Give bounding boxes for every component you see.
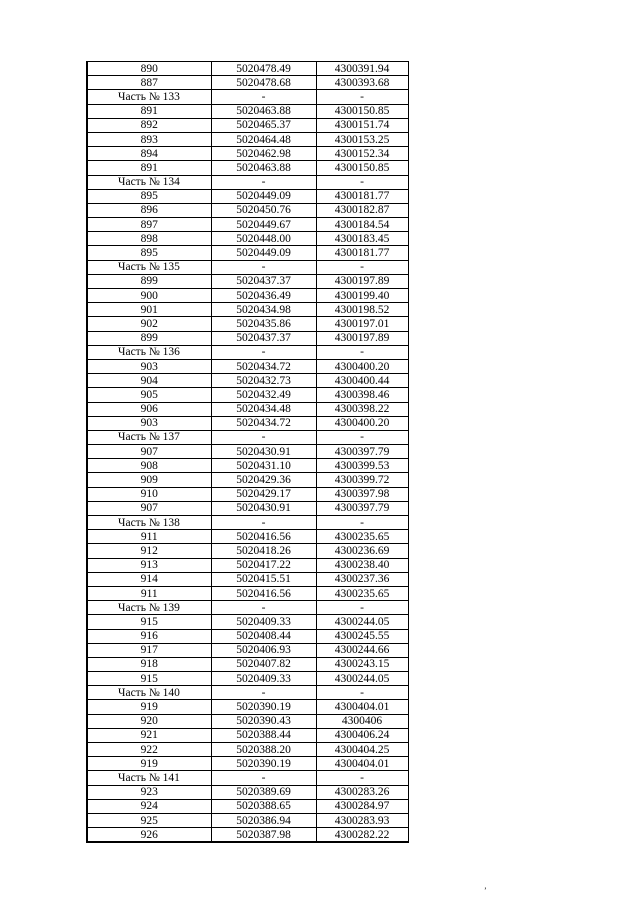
point-number-cell: 898	[87, 232, 211, 246]
x-coordinate-cell: 5020449.09	[211, 246, 316, 260]
x-coordinate-cell: 5020429.17	[211, 487, 316, 501]
x-coordinate-cell: 5020478.68	[211, 76, 316, 90]
y-coordinate-cell: 4300238.40	[316, 558, 408, 572]
y-coordinate-cell: 4300406.24	[316, 728, 408, 742]
x-coordinate-cell: 5020430.91	[211, 445, 316, 459]
point-number-cell: 887	[87, 76, 211, 90]
table-row	[87, 274, 408, 288]
point-number-cell: 914	[87, 572, 211, 586]
x-coordinate-cell: -	[211, 90, 316, 104]
part-label-cell: Часть № 141	[87, 771, 211, 785]
x-coordinate-cell: 5020437.37	[211, 331, 316, 345]
y-coordinate-cell: 4300404.25	[316, 743, 408, 757]
x-coordinate-cell: 5020434.72	[211, 416, 316, 430]
point-number-cell: 893	[87, 132, 211, 146]
table-row	[87, 317, 408, 331]
point-number-cell: 925	[87, 813, 211, 827]
y-coordinate-cell: 4300244.05	[316, 615, 408, 629]
x-coordinate-cell: -	[211, 260, 316, 274]
x-coordinate-cell: 5020463.88	[211, 161, 316, 175]
table-row	[87, 615, 408, 629]
point-number-cell: 904	[87, 374, 211, 388]
x-coordinate-cell: 5020434.98	[211, 303, 316, 317]
table-row	[87, 388, 408, 402]
x-coordinate-cell: 5020390.19	[211, 700, 316, 714]
y-coordinate-cell: 4300236.69	[316, 544, 408, 558]
point-number-cell: 902	[87, 317, 211, 331]
table-row	[87, 359, 408, 373]
x-coordinate-cell: 5020436.49	[211, 289, 316, 303]
point-number-cell: 909	[87, 473, 211, 487]
table-row	[87, 118, 408, 132]
x-coordinate-cell: 5020390.19	[211, 757, 316, 771]
y-coordinate-cell: -	[316, 601, 408, 615]
x-coordinate-cell: 5020409.33	[211, 672, 316, 686]
x-coordinate-cell: 5020450.76	[211, 203, 316, 217]
table-row	[87, 743, 408, 757]
point-number-cell: 892	[87, 118, 211, 132]
x-coordinate-cell: 5020388.20	[211, 743, 316, 757]
x-coordinate-cell: 5020415.51	[211, 572, 316, 586]
point-number-cell: 919	[87, 757, 211, 771]
x-coordinate-cell: 5020416.56	[211, 586, 316, 600]
table-row	[87, 218, 408, 232]
point-number-cell: 903	[87, 359, 211, 373]
table-row	[87, 232, 408, 246]
y-coordinate-cell: 4300235.65	[316, 586, 408, 600]
table-row	[87, 76, 408, 90]
x-coordinate-cell: -	[211, 175, 316, 189]
coordinates-table-body	[87, 62, 408, 843]
x-coordinate-cell: 5020406.93	[211, 643, 316, 657]
y-coordinate-cell: 4300400.44	[316, 374, 408, 388]
point-number-cell: 911	[87, 586, 211, 600]
x-coordinate-cell: 5020449.67	[211, 218, 316, 232]
point-number-cell: 912	[87, 544, 211, 558]
x-coordinate-cell: 5020388.44	[211, 728, 316, 742]
y-coordinate-cell: -	[316, 686, 408, 700]
point-number-cell: 922	[87, 743, 211, 757]
y-coordinate-cell: 4300391.94	[316, 62, 408, 76]
table-row	[87, 161, 408, 175]
x-coordinate-cell: 5020409.33	[211, 615, 316, 629]
table-row	[87, 572, 408, 586]
y-coordinate-cell: 4300197.89	[316, 331, 408, 345]
table-row	[87, 459, 408, 473]
y-coordinate-cell: 4300397.98	[316, 487, 408, 501]
x-coordinate-cell: 5020462.98	[211, 147, 316, 161]
x-coordinate-cell: -	[211, 771, 316, 785]
x-coordinate-cell: 5020465.37	[211, 118, 316, 132]
part-label-cell: Часть № 138	[87, 516, 211, 530]
y-coordinate-cell: 4300184.54	[316, 218, 408, 232]
table-row	[87, 672, 408, 686]
point-number-cell: 915	[87, 672, 211, 686]
part-label-cell: Часть № 136	[87, 345, 211, 359]
y-coordinate-cell: -	[316, 175, 408, 189]
y-coordinate-cell: 4300282.22	[316, 828, 408, 843]
point-number-cell: 908	[87, 459, 211, 473]
point-number-cell: 900	[87, 289, 211, 303]
part-header-row	[87, 601, 408, 615]
x-coordinate-cell: 5020388.65	[211, 799, 316, 813]
table-row	[87, 445, 408, 459]
x-coordinate-cell: 5020417.22	[211, 558, 316, 572]
part-label-cell: Часть № 137	[87, 430, 211, 444]
part-label-cell: Часть № 139	[87, 601, 211, 615]
x-coordinate-cell: 5020463.88	[211, 104, 316, 118]
y-coordinate-cell: -	[316, 345, 408, 359]
y-coordinate-cell: 4300398.22	[316, 402, 408, 416]
y-coordinate-cell: 4300152.34	[316, 147, 408, 161]
y-coordinate-cell: 4300181.77	[316, 246, 408, 260]
point-number-cell: 896	[87, 203, 211, 217]
table-row	[87, 728, 408, 742]
y-coordinate-cell: 4300151.74	[316, 118, 408, 132]
point-number-cell: 891	[87, 104, 211, 118]
y-coordinate-cell: 4300283.93	[316, 813, 408, 827]
y-coordinate-cell: 4300199.40	[316, 289, 408, 303]
part-label-cell: Часть № 133	[87, 90, 211, 104]
table-row	[87, 62, 408, 76]
point-number-cell: 907	[87, 445, 211, 459]
y-coordinate-cell: -	[316, 90, 408, 104]
y-coordinate-cell: 4300197.89	[316, 274, 408, 288]
part-header-row	[87, 90, 408, 104]
x-coordinate-cell: 5020434.72	[211, 359, 316, 373]
table-row	[87, 487, 408, 501]
x-coordinate-cell: -	[211, 516, 316, 530]
x-coordinate-cell: 5020389.69	[211, 785, 316, 799]
y-coordinate-cell: 4300397.79	[316, 501, 408, 515]
x-coordinate-cell: 5020449.09	[211, 189, 316, 203]
table-row	[87, 402, 408, 416]
x-coordinate-cell: 5020432.73	[211, 374, 316, 388]
y-coordinate-cell: 4300237.36	[316, 572, 408, 586]
table-row	[87, 104, 408, 118]
point-number-cell: 920	[87, 714, 211, 728]
table-row	[87, 473, 408, 487]
part-header-row	[87, 686, 408, 700]
x-coordinate-cell: 5020464.48	[211, 132, 316, 146]
y-coordinate-cell: 4300400.20	[316, 416, 408, 430]
x-coordinate-cell: 5020429.36	[211, 473, 316, 487]
y-coordinate-cell: 4300235.65	[316, 530, 408, 544]
y-coordinate-cell: -	[316, 430, 408, 444]
table-row	[87, 586, 408, 600]
y-coordinate-cell: 4300198.52	[316, 303, 408, 317]
x-coordinate-cell: 5020416.56	[211, 530, 316, 544]
x-coordinate-cell: -	[211, 601, 316, 615]
table-row	[87, 246, 408, 260]
y-coordinate-cell: -	[316, 260, 408, 274]
point-number-cell: 916	[87, 629, 211, 643]
y-coordinate-cell: 4300150.85	[316, 104, 408, 118]
x-coordinate-cell: -	[211, 345, 316, 359]
y-coordinate-cell: 4300183.45	[316, 232, 408, 246]
table-row	[87, 331, 408, 345]
x-coordinate-cell: 5020434.48	[211, 402, 316, 416]
y-coordinate-cell: 4300404.01	[316, 700, 408, 714]
point-number-cell: 894	[87, 147, 211, 161]
table-row	[87, 203, 408, 217]
coordinates-table	[86, 61, 409, 843]
x-coordinate-cell: 5020386.94	[211, 813, 316, 827]
y-coordinate-cell: 4300181.77	[316, 189, 408, 203]
x-coordinate-cell: -	[211, 430, 316, 444]
y-coordinate-cell: 4300398.46	[316, 388, 408, 402]
y-coordinate-cell: 4300404.01	[316, 757, 408, 771]
table-row	[87, 828, 408, 843]
table-row	[87, 558, 408, 572]
x-coordinate-cell: 5020408.44	[211, 629, 316, 643]
y-coordinate-cell: 4300399.72	[316, 473, 408, 487]
part-header-row	[87, 430, 408, 444]
part-header-row	[87, 175, 408, 189]
x-coordinate-cell: 5020478.49	[211, 62, 316, 76]
y-coordinate-cell: 4300244.66	[316, 643, 408, 657]
table-row	[87, 657, 408, 671]
point-number-cell: 903	[87, 416, 211, 430]
point-number-cell: 899	[87, 331, 211, 345]
y-coordinate-cell: 4300393.68	[316, 76, 408, 90]
x-coordinate-cell: 5020431.10	[211, 459, 316, 473]
table-row	[87, 813, 408, 827]
y-coordinate-cell: 4300400.20	[316, 359, 408, 373]
table-row	[87, 629, 408, 643]
x-coordinate-cell: 5020435.86	[211, 317, 316, 331]
table-row	[87, 700, 408, 714]
y-coordinate-cell: 4300244.05	[316, 672, 408, 686]
y-coordinate-cell: -	[316, 771, 408, 785]
x-coordinate-cell: 5020432.49	[211, 388, 316, 402]
point-number-cell: 918	[87, 657, 211, 671]
x-coordinate-cell: 5020430.91	[211, 501, 316, 515]
y-coordinate-cell: -	[316, 516, 408, 530]
point-number-cell: 906	[87, 402, 211, 416]
table-row	[87, 189, 408, 203]
point-number-cell: 915	[87, 615, 211, 629]
y-coordinate-cell: 4300399.53	[316, 459, 408, 473]
page-mark: ʼ	[484, 886, 487, 895]
part-header-row	[87, 516, 408, 530]
table-row	[87, 757, 408, 771]
point-number-cell: 895	[87, 246, 211, 260]
point-number-cell: 924	[87, 799, 211, 813]
point-number-cell: 913	[87, 558, 211, 572]
point-number-cell: 919	[87, 700, 211, 714]
point-number-cell: 905	[87, 388, 211, 402]
point-number-cell: 907	[87, 501, 211, 515]
y-coordinate-cell: 4300243.15	[316, 657, 408, 671]
point-number-cell: 897	[87, 218, 211, 232]
part-label-cell: Часть № 135	[87, 260, 211, 274]
y-coordinate-cell: 4300284.97	[316, 799, 408, 813]
table-row	[87, 416, 408, 430]
x-coordinate-cell: -	[211, 686, 316, 700]
table-row	[87, 501, 408, 515]
table-row	[87, 289, 408, 303]
part-header-row	[87, 771, 408, 785]
point-number-cell: 899	[87, 274, 211, 288]
y-coordinate-cell: 4300245.55	[316, 629, 408, 643]
point-number-cell: 910	[87, 487, 211, 501]
table-row	[87, 132, 408, 146]
part-header-row	[87, 260, 408, 274]
x-coordinate-cell: 5020387.98	[211, 828, 316, 843]
part-label-cell: Часть № 134	[87, 175, 211, 189]
table-row	[87, 714, 408, 728]
table-row	[87, 643, 408, 657]
y-coordinate-cell: 4300182.87	[316, 203, 408, 217]
point-number-cell: 926	[87, 828, 211, 843]
x-coordinate-cell: 5020418.26	[211, 544, 316, 558]
point-number-cell: 921	[87, 728, 211, 742]
point-number-cell: 917	[87, 643, 211, 657]
x-coordinate-cell: 5020390.43	[211, 714, 316, 728]
x-coordinate-cell: 5020437.37	[211, 274, 316, 288]
table-row	[87, 303, 408, 317]
x-coordinate-cell: 5020448.00	[211, 232, 316, 246]
point-number-cell: 901	[87, 303, 211, 317]
table-row	[87, 544, 408, 558]
y-coordinate-cell: 4300153.25	[316, 132, 408, 146]
point-number-cell: 891	[87, 161, 211, 175]
table-row	[87, 374, 408, 388]
y-coordinate-cell: 4300406	[316, 714, 408, 728]
point-number-cell: 895	[87, 189, 211, 203]
x-coordinate-cell: 5020407.82	[211, 657, 316, 671]
point-number-cell: 911	[87, 530, 211, 544]
y-coordinate-cell: 4300197.01	[316, 317, 408, 331]
table-row	[87, 799, 408, 813]
table-row	[87, 530, 408, 544]
y-coordinate-cell: 4300397.79	[316, 445, 408, 459]
part-header-row	[87, 345, 408, 359]
point-number-cell: 890	[87, 62, 211, 76]
y-coordinate-cell: 4300283.26	[316, 785, 408, 799]
y-coordinate-cell: 4300150.85	[316, 161, 408, 175]
part-label-cell: Часть № 140	[87, 686, 211, 700]
point-number-cell: 923	[87, 785, 211, 799]
table-row	[87, 147, 408, 161]
table-row	[87, 785, 408, 799]
